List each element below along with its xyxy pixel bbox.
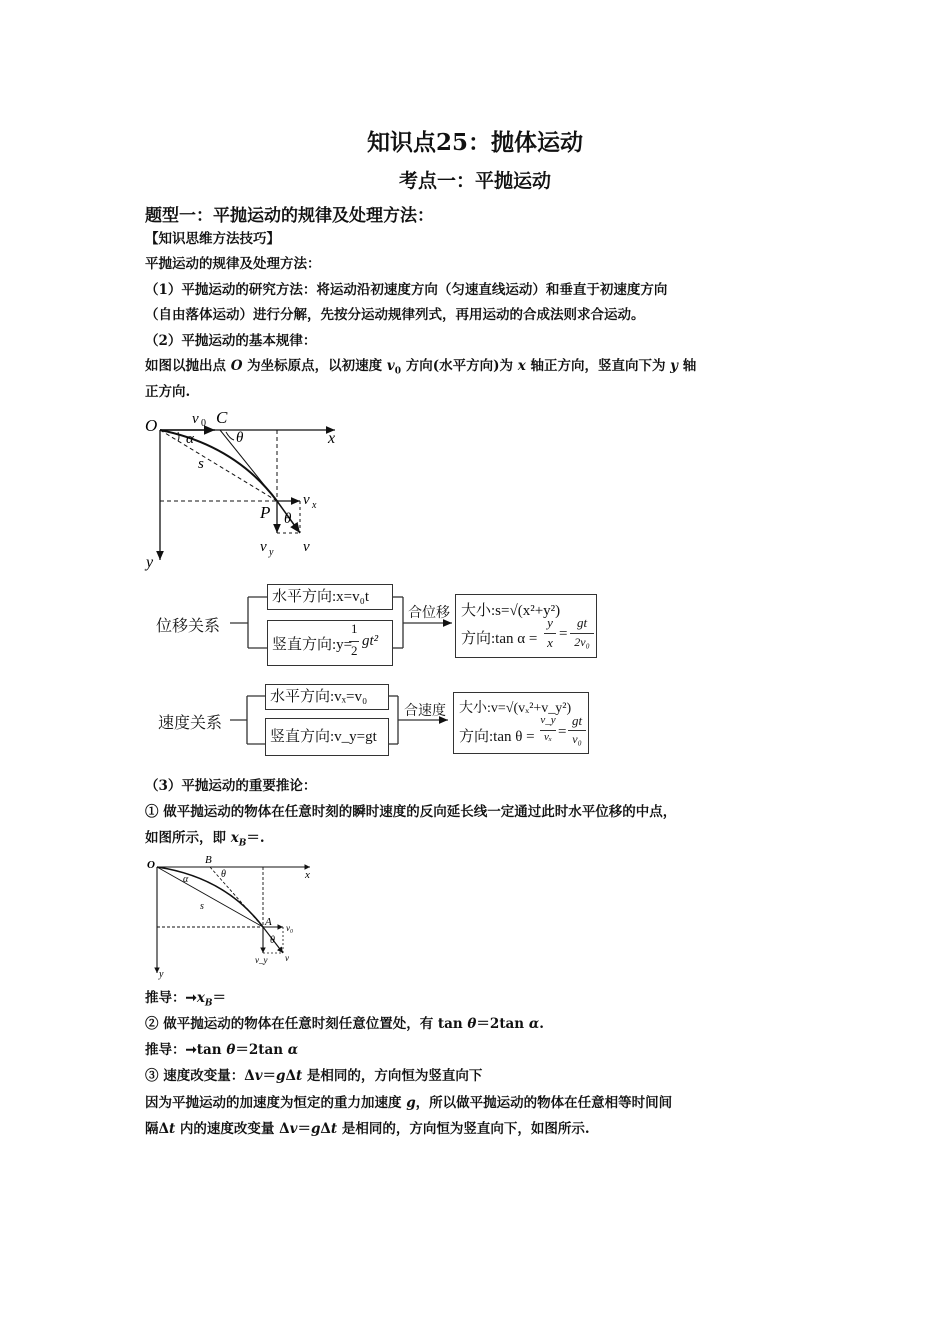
disp-horizontal-box: 水平方向:x=v₀t [267,584,393,610]
projectile-diagram-2 [145,855,320,980]
svg-text:x: x [312,500,317,511]
svg-text:v: v [192,411,199,427]
displacement-relation-diagram [150,580,610,670]
disp-vertical-box: 竖直方向:y= 1 2 gt² [267,620,393,666]
svg-text:B: B [205,855,212,866]
label-vx: v [303,492,310,508]
label-O: O [145,416,158,435]
text-line-7: （3）平抛运动的重要推论： [145,778,317,794]
svg-text:θ: θ [221,869,226,880]
label-s: s [198,456,204,472]
text-line-14: 因为平抛运动的加速度为恒定的重力加速度 g，所以做平抛运动的物体在任意相等时间间 [145,1095,673,1111]
svg-text:y: y [269,547,274,558]
svg-text:v₀: v₀ [286,923,294,933]
text-line-4: （2）平抛运动的基本规律： [145,333,317,349]
svg-text:y: y [159,969,164,980]
label-P: P [260,503,271,522]
disp-merge-label: 合位移 [408,605,450,621]
section-subtitle: 考点一：平抛运动 [398,170,551,192]
text-line-5: 如图以抛出点 O 为坐标原点，以初速度 $v_0$ 方向(水平方向)为 x 轴正方向，竖直向下为 y 轴 [145,358,697,377]
label-y: y [146,554,154,571]
text-line-2: （1）平抛运动的研究方法：将运动沿初速度方向（匀速直线运动）和垂直于初速度方向 [145,282,668,298]
svg-text:v: v [285,953,289,963]
text-line-12: 推导：➞tan θ＝2tan α [145,1042,299,1058]
vel-merge-label: 合速度 [404,703,446,719]
svg-text:A: A [265,916,272,928]
text-line-1: 平抛运动的规律及处理方法： [145,256,321,272]
svg-text:α: α [183,874,189,885]
disp-label: 位移关系 [156,616,221,635]
vel-horizontal-box: 水平方向:vₓ=v₀ [265,684,389,710]
svg-text:0: 0 [201,418,206,429]
text-line-6: 正方向. [145,384,191,400]
label-v: v [303,539,310,555]
tangent-line [220,430,277,501]
label-theta-top: θ [236,430,244,446]
svg-text:x: x [305,869,310,881]
page-title: 知识点25：抛体运动 [366,129,583,156]
displacement-line [160,430,277,501]
svg-text:O: O [147,859,155,871]
label-vy: v [260,539,267,555]
label-alpha: α [186,431,194,447]
text-line-15: 隔Δt 内的速度改变量 Δv＝gΔt 是相同的，方向恒为竖直向下，如图所示. [145,1121,590,1137]
text-line-3: （自由落体运动）进行分解，先按分运动规律列式，再用运动的合成法则求合运动。 [145,307,645,323]
vel-result-box: 大小:v=√(vₓ²+v_y²) 方向:tan θ = v_y vₓ = gt v₀ [453,692,589,754]
topic-heading: 题型一：平抛运动的规律及处理方法： [145,206,434,226]
label-x: x [328,430,336,447]
label-C: C [216,408,228,427]
projectile-diagram [140,405,350,575]
text-line-11: ② 做平抛运动的物体在任意时刻任意位置处，有 tan θ＝2tan α. [145,1016,544,1032]
text-line-10: 推导：$➞x_B=$ [145,990,226,1009]
vel-label: 速度关系 [158,713,223,732]
text-line-8: ① 做平抛运动的物体在任意时刻的瞬时速度的反向延长线一定通过此时水平位移的中点， [145,804,677,820]
svg-text:θ: θ [270,935,275,946]
disp-result-box: 大小:s=√(x²+y²) 方向:tan α = y x = gt 2v₀ [455,594,597,658]
text-line-13: ③ 速度改变量：Δv＝gΔt 是相同的，方向恒为竖直向下 [145,1068,483,1084]
tips-label: 【知识思维方法技巧】 [145,231,280,247]
svg-text:v_y: v_y [255,955,268,965]
velocity-relation-diagram [150,680,610,765]
svg-text:s: s [200,901,204,912]
label-theta-p: θ [284,511,292,527]
text-line-9: 如图所示，即 $x_B=$. [145,830,265,849]
vel-vertical-box: 竖直方向:v_y=gt [265,718,389,756]
